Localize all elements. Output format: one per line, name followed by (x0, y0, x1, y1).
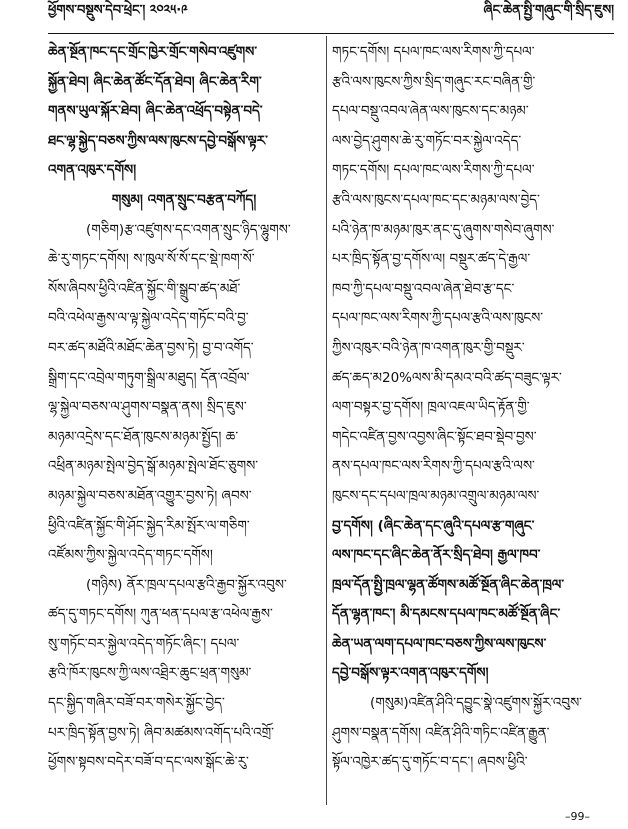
text-line: ཆེན་ཡན་ལག་དཔལ་ཁང་བཅས་ཀྱིས་ལས་ཁུངས་ (332, 635, 547, 652)
text-line: ནས་དཔལ་ཁང་ལས་རིགས་ཀྱི་དཔལ་རྩའི་ལས་ (332, 458, 535, 475)
text-line: དོན་ལྷན་ཁང་། མི་དམངས་དཔལ་ཁང་མཚོ་སྔོན་ཞིང་ (332, 606, 561, 623)
journal-title: ཕྱོགས་བསྡུས་དེབ་ཕྲེང༌། ༢༠༢༥·༩ (48, 3, 188, 18)
text-line: དཔལ་བསྡུ་འབལ་ཞེན་ལས་ཁུངས་དང་མཉམ་ (332, 103, 529, 120)
text-line: ཐང་ལྷ་སྐྱེད་བཅས་ཀྱིས་ལས་ཁུངས་དབྱེ་བསྒོས་ལྟར་ (48, 132, 268, 149)
text-line: ལག་བསྟར་བྱ་དགོས། ཁྲལ་འཇལ་ཡིད་རྟོན་གྱི་ (332, 399, 530, 416)
text-line: སོས་ཞིབས་ཕྱིའི་འཛིན་སྐྱོང་གི་སྒྲུབ་ཚད་མཐོ་ (48, 280, 241, 297)
text-line: དཔལ་ཁང་ལས་རིགས་ཀྱི་དཔལ་རྩའི་ལས་ཁུངས་ (332, 310, 544, 327)
text-line: (གཉིས) ནོར་ཁྲལ་དཔལ་རྩའི་རྒྱབ་སྐྱོར་འབུས་ (86, 576, 287, 593)
text-line: གདེང་འཛིན་བྱས་འབྱས་ཞིང་སྟོང་ཐབ་སྡེབ་བྱས་ (332, 428, 537, 445)
text-line: བར་ཚད་མཐོའི་མཐོང་ཆེན་བྱས་ཏེ། བྱ་བ་འགོད་ (48, 339, 254, 356)
text-line: པར་ཁྲིད་སྟོན་བྱ་དགོས་ལ། བསྡུར་ཚད་དེ་རྒྱལ་ (332, 251, 531, 268)
text-line: (གསུམ)འཛིན་ཤིའི་དབྱུང་སྣེ་འཛུགས་སྐྱོར་འབུས་ (370, 695, 583, 712)
text-line: རྩའི་ལས་ཁུངས་ཀྱིས་སྲིད་གཞུང་རང་བཞིན་གྱི་ (332, 73, 536, 90)
text-line: སྒྲིག་དང་འབྲེལ་གཏུག་སྒྲིལ་མཐུད། དོན་འབྲོལ་ (48, 369, 250, 386)
text-line: དང་སྐྱིད་གཞིར་བཟོ་བར་གསེར་སྐྱོང་བྱེད་ (48, 695, 225, 712)
text-line: གསུམ། འགན་སྲུང་བརྩན་བཀོད། (111, 191, 257, 208)
text-line: ཆེན་སྔོན་ཁང་དང་གྲོང་ཁྱེར་གྲོང་གསེབ་འཛུགས་ (48, 44, 258, 60)
left-text-column (48, 38, 320, 778)
header-rule (48, 33, 614, 34)
text-line: ཤུགས་བསྣན་དགོས། འཛིན་ཤིའི་གཏིང་འཛིན་རྒྱུན་ (332, 724, 550, 741)
text-line: འཕྲིན་མཉམ་སྤེལ་བྱེད་སྒོ་མཉམ་སྤེལ་ཐོང་ཅུགས་ (48, 458, 259, 475)
text-line: ཕྱོགས་སྟབས་བདེར་བཟོ་བ་དང་ལས་སྒོང་ཆེ་རུ་ (48, 754, 249, 771)
text-line: རྩའི་ཁོར་ཁུངས་ཀྱི་ལས་འཐྲིར་ཆུང་ཕྲན་གསུམ་ (48, 665, 252, 682)
text-line: ལས་ཁང་དང་ཞིང་ཆེན་ནོར་སྲིད་ཐེབ། རྒྱལ་ཁབ་ (332, 547, 541, 564)
text-line: མཉམ་འདྲེས་དང་ཐོན་ཁུངས་མཉམ་སྤྱོད། ཆ་ (48, 428, 239, 445)
text-line: ལྷ་སྐྱེལ་བཅས་ལ་ཤུགས་བསྣན་ནས། སྲིད་ཇུས་ (48, 399, 247, 416)
text-line: པར་ཁྲིད་སྟོན་བྱས་ཏེ། ཞིབ་མཚམས་འགོད་པའི་འགྲོ་ (48, 724, 274, 741)
text-line: འགན་འཁུར་དགོས། (48, 162, 137, 179)
text-line: ལས་བྱེད་ཤུགས་ཆེ་རུ་གཏོང་བར་སྐྱེལ་འདེད་ (332, 132, 522, 149)
section-title: ཞིང་ཆེན་སྤྱི་གཞུང་གི་སྲིད་ཇུས། (483, 3, 614, 18)
page-number: –99– (565, 810, 590, 823)
text-line: (གཅིག)རྩ་འཛུགས་དང་འགན་སྲུང་ཉིད་ལྷུགས་ (86, 221, 291, 238)
text-line: ཁྲལ་དོན་སྤྱི་ཁྲལ་ལྷན་ཚོགས་མཚོ་སྔོན་ཞིང་ཆེན་ཁྲལ་ (332, 576, 565, 593)
text-line: ཆེ་རུ་གཏང་དགོས། ས་ཁུལ་སོ་སོ་དང་སྡེ་ཁག་སོ་ (48, 251, 255, 268)
text-line: གཏང་དགོས། དཔལ་ཁང་ལས་རིགས་ཀྱི་དཔལ་ (332, 44, 535, 60)
text-line: ཚད་དུ་གཏང་དགོས། ཀུན་ཕན་དཔལ་རྩ་འཕེལ་རྒྱས་ (48, 606, 273, 623)
text-line: གནས་ཡུལ་སྐོར་ཐེབ། ཞིང་ཆེན་འཕྲོད་བསྟེན་བདེ་ (48, 103, 263, 120)
text-line: བའི་འཕེལ་རྒྱས་ལ་ལྟ་སྐྱེལ་འདེད་གཏོང་བའི་བྱ་ (48, 310, 249, 327)
text-line: ཚད་ཆད་མ20%ལས་མི་དམའ་བའི་ཚད་བཟུང་ལྟར་ (332, 369, 562, 386)
text-line: སྟོལ་འཁྱེར་ཚད་དུ་གཏོང་བ་དང་། ཞབས་ཕྱིའི་ (332, 754, 528, 771)
text-line: རྩའི་ལས་ཁུངས་དཔལ་ཁང་དང་མཉམ་ལས་བྱེད་ (332, 191, 540, 208)
text-line: ཁུངས་དང་དཔལ་ཁྲལ་མཉམ་འགྲུལ་མཉམ་ལས་ (332, 487, 540, 504)
text-line: སྐྱོན་ཐེབ། ཞིང་ཆེན་ཚོང་དོན་ཐེབ། ཞིང་ཆེན་རིག་ (48, 73, 262, 90)
text-line: འཛོམས་ཀྱིས་སྐྱེལ་འདེད་གཏང་དགོས། (48, 547, 213, 564)
column-divider (326, 36, 327, 805)
text-line: གཏང་དགོས། དཔལ་ཁང་ལས་རིགས་ཀྱི་དཔལ་ (332, 162, 535, 179)
text-line: པའི་ཉེན་ཁ་མཉམ་ཁུར་ནང་དུ་ཞུགས་གསེབ་ཞུགས་ (332, 221, 555, 238)
text-line: དབྱེ་བསྒོས་ལྟར་འགན་འཁུར་དགོས། (332, 665, 489, 682)
text-line: མཉམ་སྐྱེལ་བཅས་མཐོན་འགྱུར་བྱས་ཏེ། ཞབས་ (48, 487, 252, 504)
text-line: བྱ་དགོས། (ཞིང་ཆེན་དང་ཞུའི་དཔལ་རྩ་གཞུང་ (332, 517, 535, 534)
right-text-column (332, 38, 604, 778)
text-line: ཁབ་ཀྱི་དཔལ་བསྡུ་འབལ་ཞེན་ཐེབ་རྩ་དང་ (332, 280, 515, 297)
text-line: ཀྱིས་འཁུར་བའི་ཉེན་ཁ་འགན་ཁུར་གྱི་བསྡུར་ (332, 339, 525, 356)
page-header (48, 3, 614, 32)
text-line: ཕྱིའི་འཛིན་སྐྱོང་གི་ཤོང་སྐྱེད་རིམ་སྤོར་ལ་གཅིག་ (48, 517, 250, 534)
text-line: སུ་གཏོང་བར་སྐྱེལ་འདེད་གཏོང་ཞིང་། དཔལ་ (48, 635, 240, 652)
